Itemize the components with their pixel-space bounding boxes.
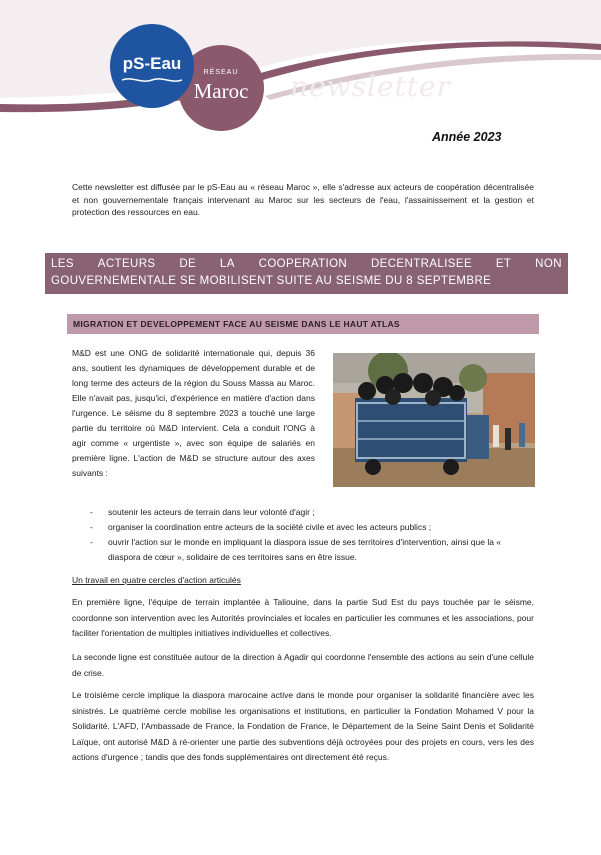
year-label: Année 2023 [432,130,502,144]
headline-line-1 [51,256,562,273]
headline-word: DE [179,258,197,270]
reseau-label: RÉSEAU [203,69,239,76]
main-headline-banner [45,253,568,294]
article-paragraph: Le troisième cercle implique la diaspora marocaine active dans le monde pour organiser la solidarité financière avec les sinistrés. Le quatrième cercle mobilise les organisations et institutions, en particulier la Fondation Mohamed V pour la Solidarité. L'AFD, l'Ambassade de France, la Fondation de France, le Département de la Seine Saint Denis et Solidarité Laïque, ont autorisé M&D à ré-orienter une partie des subventions déjà octroyées pour des projets en cours, vers les des actions d'urgence ; tandis que des fonds supplémentaires ont directement été reçus. [72,690,534,762]
headline-word: ACTEURS [97,258,156,270]
article-paragraph: La seconde ligne est constituée autour de la direction à Agadir qui coordonne l'ensemble des actions au sein d'une cellule de crise. [72,652,534,678]
section-title: Un travail en quatre cercles d'action articulés [72,575,241,585]
headline-word: COOPERATION [258,258,348,270]
list-item: - soutenir les acteurs de terrain dans leur volonté d'agir ; [90,505,535,520]
headline-line-2: GOUVERNEMENTALE SE MOBILISENT SUITE AU SEISME DU 8 SEPTEMBRE [51,275,492,287]
headline-word: NON [535,258,562,270]
list-item: - organiser la coordination entre acteurs de la société civile et avec les acteurs publics ; [90,520,535,535]
list-item: - ouvrir l'action sur le monde en impliquant la diaspora issue de ses territoires d'intervention, ainsi que la « diaspora de cœur », solidaire de ces territoires sans en être issue. [90,535,535,565]
wave-icon [122,76,182,84]
pseau-logo [110,24,194,108]
maroc-label: Maroc [193,79,249,103]
article-paragraph: En première ligne, l'équipe de terrain implantée à Taliouine, dans la partie Sud Est du pays touchée par le séisme, coordonne son intervention avec les Autorités provinciales et locales en particulier les communes et les associations, pour faciliter l'orientation de multiples initiatives individuelles et collectives. [72,597,534,638]
article-photo [333,353,535,487]
intro-text: Cette newsletter est diffusée par le pS-Eau au « réseau Maroc », elle s'adresse aux acteurs de coopération décentralisée et non gouvernementale français intervenant au Maroc sur les secteurs de l'eau, l'assainissement et la gestion et protection des ressources en eau. [72,182,534,217]
headline-word: LES [51,258,74,270]
headline-word: ET [495,258,512,270]
header [0,0,601,144]
headline-word: DECENTRALISEE [370,258,473,270]
headline-word: LA [219,258,235,270]
action-axes-list [90,505,535,565]
article-intro-paragraph: M&D est une ONG de solidarité internationale qui, depuis 36 ans, soutient les dynamiques de développement durable et de long terme des acteurs de la région du Souss Massa au Maroc. Elle n'avait pas, jusqu'ici, d'expérience en matière d'action dans l'urgence. Le séisme du 8 septembre 2023 a touché une large partie du territoire où M&D intervient. Cela a conduit l'ONG à agir comme « urgentiste », avec son équipe de salariés en première ligne. L'action de M&D se structure autour des axes suivants : [72,348,315,478]
pseau-logo-text: pS-Eau [122,54,182,73]
truck-photo-illustration [333,353,535,487]
newsletter-title: newsletter [290,70,451,103]
article-subheading: MIGRATION ET DEVELOPPEMENT FACE AU SEISME DANS LE HAUT ATLAS [67,314,539,334]
